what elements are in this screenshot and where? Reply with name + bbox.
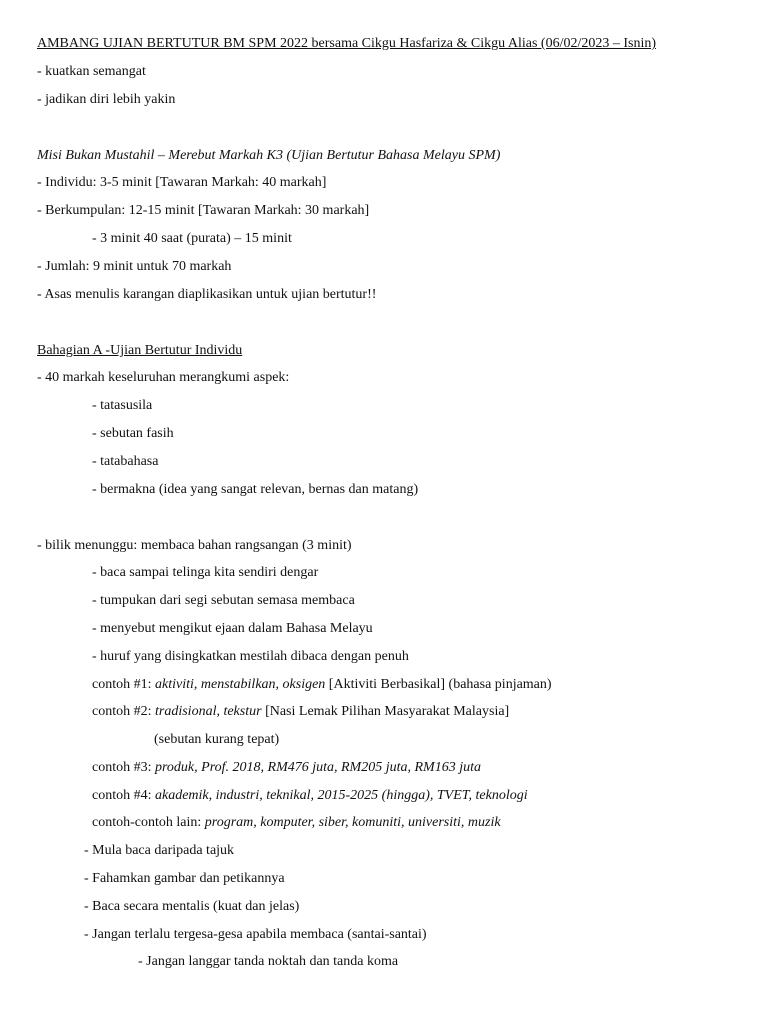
mission-line-individu: - Individu: 3-5 minit [Tawaran Markah: 40 markah]: [37, 175, 327, 190]
tip-item: - menyebut mengikut ejaan dalam Bahasa Melayu: [92, 621, 373, 636]
reading-tip: - Mula baca daripada tajuk: [84, 843, 235, 858]
example-words: program, komputer, siber, komuniti, universiti, muzik: [204, 815, 501, 830]
example-words: produk, Prof. 2018, RM476 juta, RM205 juta, RM163 juta: [155, 760, 481, 775]
tip-item: - tumpukan dari segi sebutan semasa membaca: [92, 593, 355, 608]
example-2-note: (sebutan kurang tepat): [154, 732, 280, 747]
reading-tip-sub: - Jangan langgar tanda noktah dan tanda koma: [138, 954, 399, 969]
waiting-room-line: - bilik menunggu: membaca bahan rangsangan (3 minit): [37, 538, 352, 553]
mission-title: Misi Bukan Mustahil – Merebut Markah K3 (Ujian Bertutur Bahasa Melayu SPM): [37, 148, 501, 163]
example-rest: [Nasi Lemak Pilihan Masyarakat Malaysia]: [261, 704, 510, 719]
example-3: [92, 759, 481, 777]
reading-tip: - Jangan terlalu tergesa-gesa apabila membaca (santai-santai): [84, 927, 427, 942]
example-label: contoh #2:: [92, 704, 155, 719]
example-label: contoh-contoh lain:: [92, 815, 205, 830]
example-words: aktiviti, menstabilkan, oksigen: [155, 677, 326, 692]
example-4: [92, 787, 528, 805]
example-label: contoh #4:: [92, 788, 155, 803]
example-other: [92, 814, 501, 832]
example-words: tradisional, tekstur: [155, 704, 262, 719]
reading-tip: - Baca secara mentalis (kuat dan jelas): [84, 899, 300, 914]
example-2: [92, 703, 509, 721]
aspect-item: - bermakna (idea yang sangat relevan, bernas dan matang): [92, 482, 419, 497]
mission-line-jumlah: - Jumlah: 9 minit untuk 70 markah: [37, 259, 232, 274]
example-words: akademik, industri, teknikal, 2015-2025 (hingga), TVET, teknologi: [155, 788, 528, 803]
header-bullet: - kuatkan semangat: [37, 64, 146, 79]
document-title: AMBANG UJIAN BERTUTUR BM SPM 2022 bersama Cikgu Hasfariza & Cikgu Alias (06/02/2023 – Isnin): [37, 36, 657, 51]
section-a-title: Bahagian A -Ujian Bertutur Individu: [37, 343, 243, 358]
aspect-item: - tatasusila: [92, 398, 153, 413]
tip-item: - huruf yang disingkatkan mestilah dibaca dengan penuh: [92, 649, 409, 664]
tip-item: - baca sampai telinga kita sendiri dengar: [92, 565, 319, 580]
example-1: [92, 676, 552, 694]
aspect-item: - tatabahasa: [92, 454, 159, 469]
aspect-item: - sebutan fasih: [92, 426, 174, 441]
mission-line-purata: - 3 minit 40 saat (purata) – 15 minit: [92, 231, 292, 246]
reading-tip: - Fahamkan gambar dan petikannya: [84, 871, 285, 886]
example-rest: [Aktiviti Berbasikal] (bahasa pinjaman): [325, 677, 552, 692]
section-a-intro: - 40 markah keseluruhan merangkumi aspek:: [37, 370, 290, 385]
mission-line-berkumpulan: - Berkumpulan: 12-15 minit [Tawaran Markah: 30 markah]: [37, 203, 370, 218]
mission-line-asas: - Asas menulis karangan diaplikasikan untuk ujian bertutur!!: [37, 287, 377, 302]
header-bullet: - jadikan diri lebih yakin: [37, 92, 176, 107]
example-label: contoh #1:: [92, 677, 155, 692]
example-label: contoh #3:: [92, 760, 155, 775]
